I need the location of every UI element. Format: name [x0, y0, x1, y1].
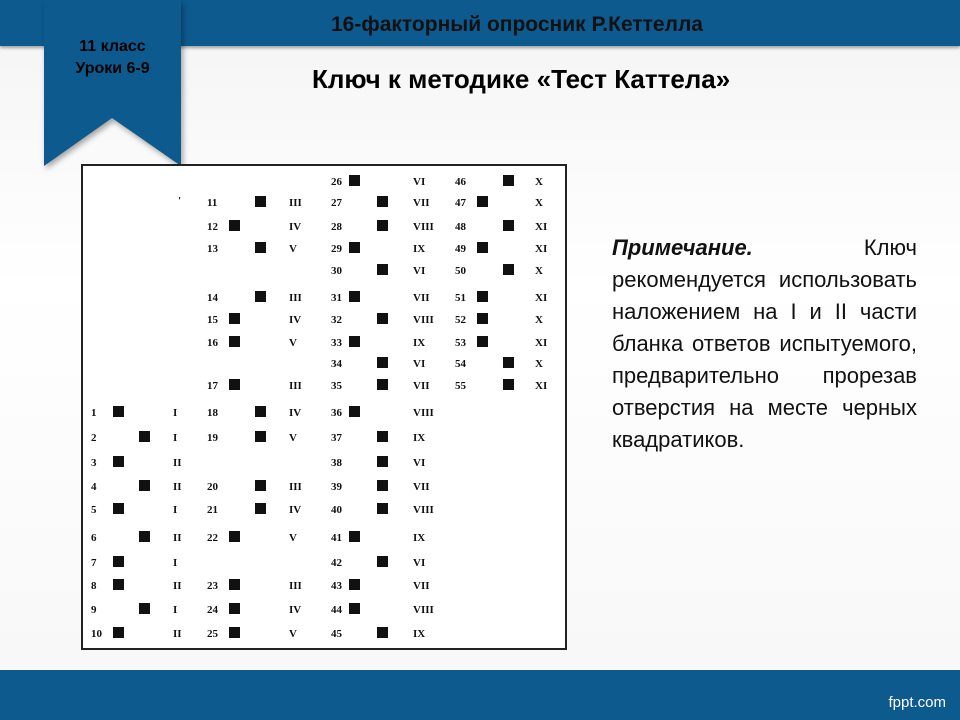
cutout-square: [113, 406, 124, 417]
cutout-square: [229, 379, 240, 390]
key-factor-numeral: III: [289, 380, 302, 392]
key-factor-numeral: XI: [535, 221, 548, 233]
cutout-square: [377, 196, 388, 207]
key-item-number: 14: [207, 292, 218, 304]
key-factor-numeral: VI: [413, 358, 426, 370]
cutout-square: [477, 196, 488, 207]
note-text: Ключ рекомендуется использовать наложением на I и II части бланка ответов испытуемого, предварительно прорезав отверстия на месте черных квадратиков.: [612, 235, 917, 452]
key-item-number: 49: [455, 243, 466, 255]
key-factor-numeral: I: [173, 504, 178, 516]
key-item-number: 19: [207, 432, 218, 444]
stray-mark: ': [178, 195, 182, 207]
key-item-number: 1: [91, 407, 97, 419]
key-item-number: 40: [331, 504, 342, 516]
key-factor-numeral: VI: [413, 176, 426, 188]
key-factor-numeral: VI: [413, 457, 426, 469]
key-factor-numeral: VIII: [413, 504, 434, 516]
key-factor-numeral: X: [535, 176, 543, 188]
key-item-number: 12: [207, 221, 218, 233]
key-factor-numeral: XI: [535, 243, 548, 255]
key-factor-numeral: II: [173, 481, 182, 493]
answer-key-grid: [83, 166, 565, 648]
cutout-square: [229, 579, 240, 590]
key-item-number: 11: [207, 197, 218, 209]
answer-key-table: [81, 164, 567, 650]
key-factor-numeral: III: [289, 292, 302, 304]
key-factor-numeral: VII: [413, 292, 430, 304]
key-item-number: 16: [207, 337, 218, 349]
key-factor-numeral: IX: [413, 628, 426, 640]
key-factor-numeral: VIII: [413, 221, 434, 233]
grade-label: 11 класс: [79, 38, 146, 55]
key-factor-numeral: II: [173, 457, 182, 469]
key-item-number: 20: [207, 481, 218, 493]
note-label: Примечание.: [612, 235, 753, 260]
key-item-number: 32: [331, 314, 342, 326]
key-factor-numeral: II: [173, 532, 182, 544]
key-factor-numeral: IV: [289, 604, 302, 616]
cutout-square: [377, 480, 388, 491]
key-factor-numeral: V: [289, 337, 297, 349]
cutout-square: [229, 627, 240, 638]
key-factor-numeral: IV: [289, 504, 302, 516]
cutout-square: [377, 503, 388, 514]
key-factor-numeral: XI: [535, 292, 548, 304]
key-factor-numeral: I: [173, 557, 178, 569]
footer-bar: [0, 670, 960, 720]
key-factor-numeral: IV: [289, 314, 302, 326]
key-factor-numeral: XI: [535, 337, 548, 349]
cutout-square: [113, 556, 124, 567]
key-item-number: 21: [207, 504, 218, 516]
cutout-square: [377, 556, 388, 567]
key-factor-numeral: VII: [413, 197, 430, 209]
key-item-number: 29: [331, 243, 342, 255]
key-item-number: 24: [207, 604, 218, 616]
cutout-square: [113, 456, 124, 467]
key-item-number: 5: [91, 504, 97, 516]
cutout-square: [113, 579, 124, 590]
key-item-number: 2: [91, 432, 97, 444]
key-item-number: 9: [91, 604, 97, 616]
key-factor-numeral: IX: [413, 337, 426, 349]
key-factor-numeral: X: [535, 358, 543, 370]
key-factor-numeral: II: [173, 628, 182, 640]
cutout-square: [477, 291, 488, 302]
key-item-number: 34: [331, 358, 342, 370]
key-item-number: 18: [207, 407, 218, 419]
key-factor-numeral: I: [173, 407, 178, 419]
key-factor-numeral: IX: [413, 243, 426, 255]
key-item-number: 22: [207, 532, 218, 544]
key-factor-numeral: IX: [413, 532, 426, 544]
key-item-number: 25: [207, 628, 218, 640]
cutout-square: [377, 627, 388, 638]
key-factor-numeral: VII: [413, 580, 430, 592]
lessons-label: Уроки 6-9: [75, 60, 150, 77]
key-factor-numeral: X: [535, 314, 543, 326]
cutout-square: [229, 220, 240, 231]
key-item-number: 48: [455, 221, 466, 233]
key-factor-numeral: V: [289, 432, 297, 444]
key-factor-numeral: V: [289, 532, 297, 544]
cutout-square: [377, 379, 388, 390]
cutout-square: [503, 175, 514, 186]
key-item-number: 30: [331, 265, 342, 277]
cutout-square: [255, 242, 266, 253]
key-item-number: 51: [455, 292, 466, 304]
key-item-number: 7: [91, 557, 97, 569]
cutout-square: [255, 431, 266, 442]
cutout-square: [139, 431, 150, 442]
key-factor-numeral: III: [289, 580, 302, 592]
key-item-number: 26: [331, 176, 342, 188]
key-factor-numeral: IX: [413, 432, 426, 444]
key-item-number: 35: [331, 380, 342, 392]
subtitle: Ключ к методике «Тест Каттела»: [312, 64, 731, 94]
cutout-square: [377, 313, 388, 324]
key-item-number: 13: [207, 243, 218, 255]
cutout-square: [113, 503, 124, 514]
cutout-square: [477, 313, 488, 324]
key-item-number: 46: [455, 176, 466, 188]
cutout-square: [229, 336, 240, 347]
key-factor-numeral: V: [289, 628, 297, 640]
page-title: 16-факторный опросник Р.Кеттелла: [331, 13, 703, 36]
bookmark-label: [44, 36, 181, 80]
key-item-number: 36: [331, 407, 342, 419]
cutout-square: [349, 242, 360, 253]
cutout-square: [229, 603, 240, 614]
key-item-number: 53: [455, 337, 466, 349]
key-item-number: 15: [207, 314, 218, 326]
key-item-number: 55: [455, 380, 466, 392]
cutout-square: [139, 480, 150, 491]
cutout-square: [255, 480, 266, 491]
key-item-number: 50: [455, 265, 466, 277]
key-item-number: 17: [207, 380, 218, 392]
cutout-square: [255, 196, 266, 207]
key-item-number: 39: [331, 481, 342, 493]
key-factor-numeral: X: [535, 265, 543, 277]
key-item-number: 43: [331, 580, 342, 592]
key-factor-numeral: II: [173, 580, 182, 592]
cutout-square: [229, 313, 240, 324]
cutout-square: [503, 264, 514, 275]
cutout-square: [503, 357, 514, 368]
key-item-number: 44: [331, 604, 342, 616]
key-factor-numeral: X: [535, 197, 543, 209]
key-factor-numeral: VII: [413, 481, 430, 493]
cutout-square: [113, 627, 124, 638]
key-item-number: 42: [331, 557, 342, 569]
cutout-square: [377, 357, 388, 368]
cutout-square: [349, 406, 360, 417]
note-paragraph: [612, 232, 917, 456]
cutout-square: [477, 242, 488, 253]
cutout-square: [255, 503, 266, 514]
cutout-square: [377, 264, 388, 275]
cutout-square: [139, 531, 150, 542]
cutout-square: [477, 336, 488, 347]
key-item-number: 33: [331, 337, 342, 349]
cutout-square: [229, 531, 240, 542]
key-item-number: 8: [91, 580, 97, 592]
key-item-number: 3: [91, 457, 97, 469]
cutout-square: [349, 291, 360, 302]
bookmark-ribbon: [44, 0, 181, 166]
key-item-number: 45: [331, 628, 342, 640]
cutout-square: [255, 291, 266, 302]
key-factor-numeral: VI: [413, 557, 426, 569]
key-factor-numeral: I: [173, 432, 178, 444]
cutout-square: [139, 603, 150, 614]
cutout-square: [255, 406, 266, 417]
cutout-square: [503, 379, 514, 390]
cutout-square: [349, 336, 360, 347]
key-item-number: 27: [331, 197, 342, 209]
key-item-number: 4: [91, 481, 97, 493]
cutout-square: [377, 456, 388, 467]
key-item-number: 23: [207, 580, 218, 592]
key-item-number: 41: [331, 532, 342, 544]
key-factor-numeral: VIII: [413, 407, 434, 419]
key-factor-numeral: VI: [413, 265, 426, 277]
key-factor-numeral: I: [173, 604, 178, 616]
key-factor-numeral: VIII: [413, 604, 434, 616]
key-item-number: 54: [455, 358, 466, 370]
cutout-square: [349, 175, 360, 186]
key-item-number: 6: [91, 532, 97, 544]
key-item-number: 31: [331, 292, 342, 304]
key-factor-numeral: III: [289, 197, 302, 209]
key-factor-numeral: IV: [289, 407, 302, 419]
cutout-square: [377, 431, 388, 442]
key-item-number: 10: [91, 628, 102, 640]
key-factor-numeral: III: [289, 481, 302, 493]
key-item-number: 28: [331, 221, 342, 233]
key-factor-numeral: VII: [413, 380, 430, 392]
key-factor-numeral: IV: [289, 221, 302, 233]
brand-logo: fppt.com: [888, 694, 946, 711]
cutout-square: [349, 531, 360, 542]
key-item-number: 38: [331, 457, 342, 469]
key-factor-numeral: XI: [535, 380, 548, 392]
cutout-square: [349, 579, 360, 590]
key-factor-numeral: VIII: [413, 314, 434, 326]
key-item-number: 37: [331, 432, 342, 444]
key-item-number: 52: [455, 314, 466, 326]
cutout-square: [503, 220, 514, 231]
cutout-square: [377, 220, 388, 231]
key-factor-numeral: V: [289, 243, 297, 255]
cutout-square: [349, 603, 360, 614]
key-item-number: 47: [455, 197, 466, 209]
